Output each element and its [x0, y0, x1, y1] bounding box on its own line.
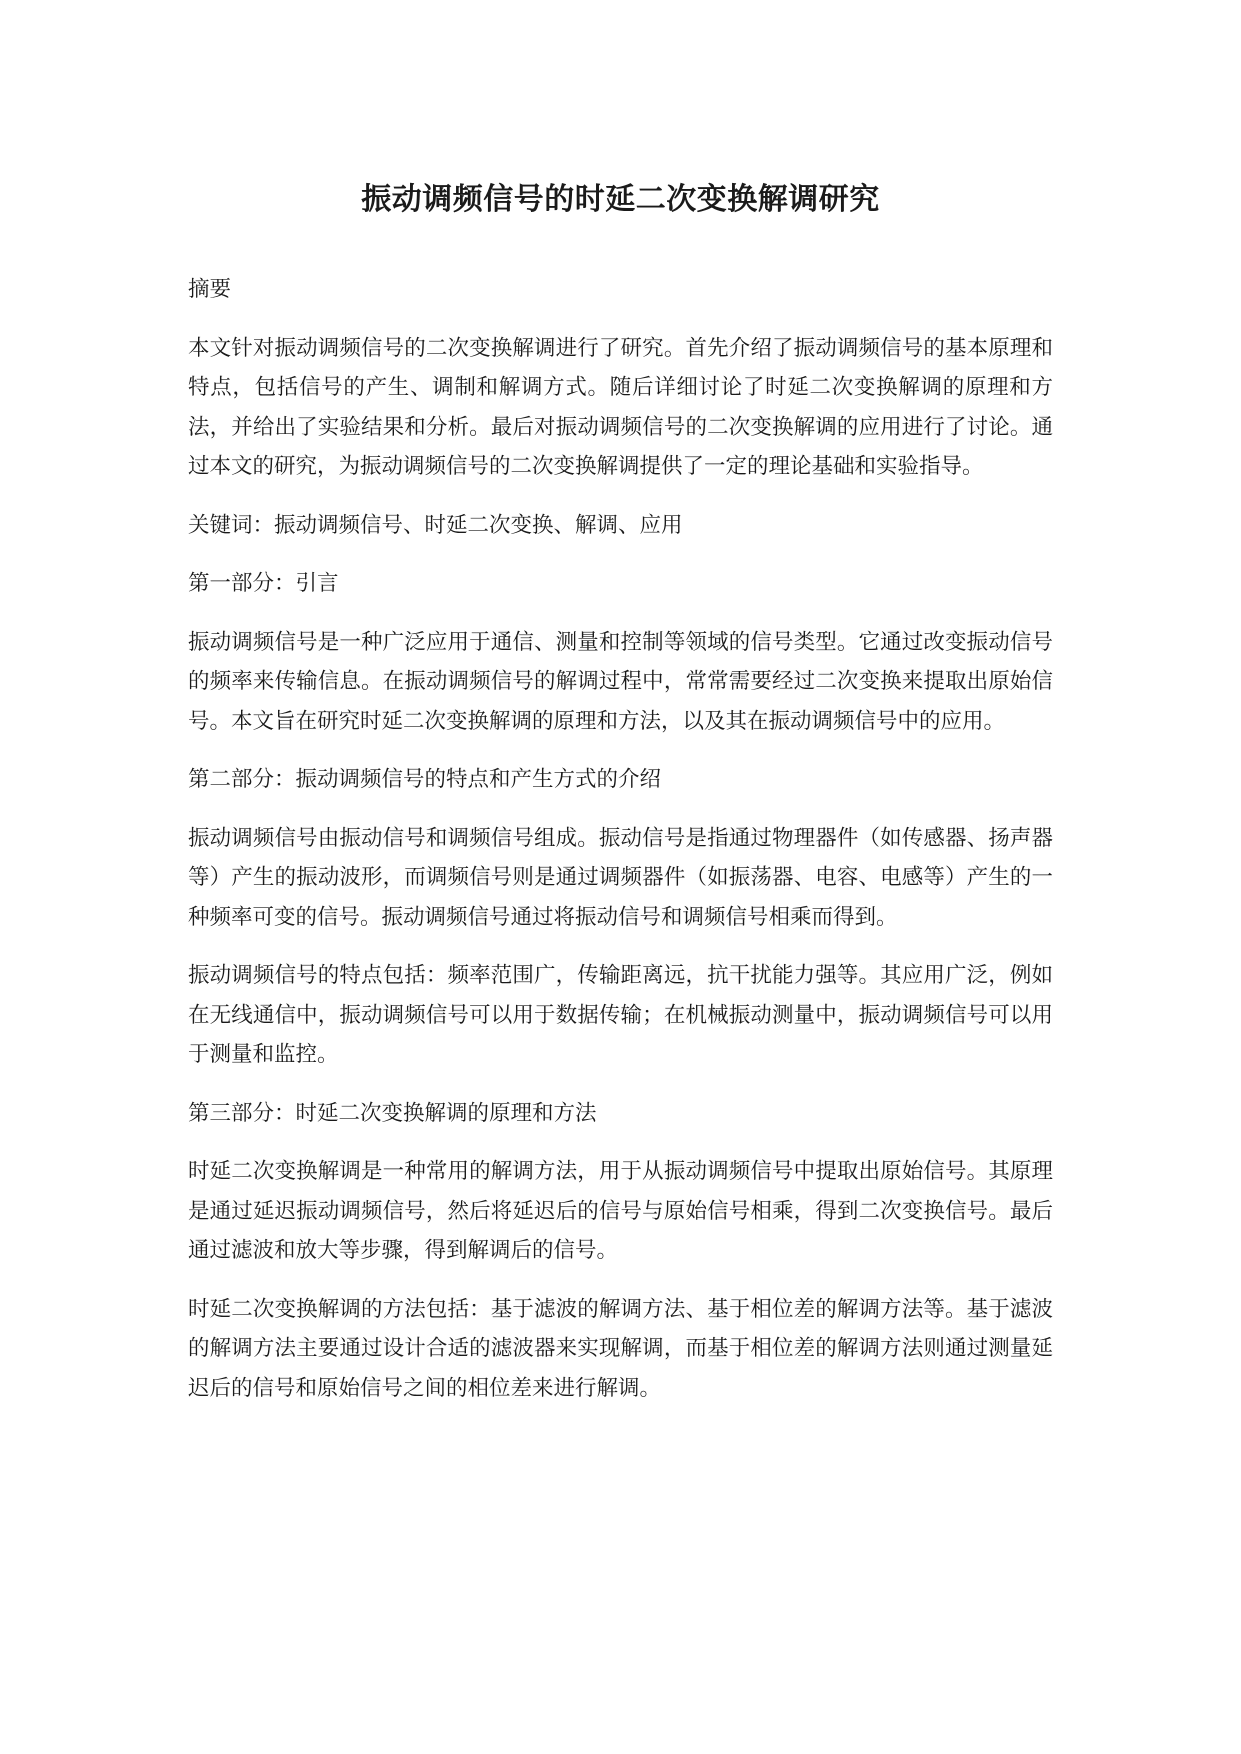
section-2-paragraph-1: 振动调频信号由振动信号和调频信号组成。振动信号是指通过物理器件（如传感器、扬声器等）产生的振动波形，而调频信号则是通过调频器件（如振荡器、电容、电感等）产生的一种频率可变的信号。振动调频信号通过将振动信号和调频信号相乘而得到。	[188, 825, 1053, 930]
keywords-line: 关键词：振动调频信号、时延二次变换、解调、应用	[188, 512, 683, 538]
section-2-paragraph-2: 振动调频信号的特点包括：频率范围广，传输距离远，抗干扰能力强等。其应用广泛，例如在无线通信中，振动调频信号可以用于数据传输；在机械振动测量中，振动调频信号可以用于测量和监控。	[188, 963, 1053, 1067]
section-3-paragraph-2: 时延二次变换解调的方法包括：基于滤波的解调方法、基于相位差的解调方法等。基于滤波的解调方法主要通过设计合适的滤波器来实现解调，而基于相位差的解调方法则通过测量延迟后的信号和原始信号之间的相位差来进行解调。	[188, 1296, 1053, 1401]
document-title: 振动调频信号的时延二次变换解调研究	[361, 182, 880, 217]
document-body	[188, 270, 1053, 1408]
section-heading-2: 第二部分：振动调频信号的特点和产生方式的介绍	[188, 767, 662, 792]
section-heading-3: 第三部分：时延二次变换解调的原理和方法	[188, 1100, 597, 1126]
abstract-heading: 摘要	[188, 277, 232, 302]
section-1-paragraph: 振动调频信号是一种广泛应用于通信、测量和控制等领域的信号类型。它通过改变振动信号的频率来传输信息。在振动调频信号的解调过程中，常常需要经过二次变换来提取出原始信号。本文旨在研究时延二次变换解调的原理和方法，以及其在振动调频信号中的应用。	[188, 629, 1053, 734]
section-3-paragraph-1: 时延二次变换解调是一种常用的解调方法，用于从振动调频信号中提取出原始信号。其原理是通过延迟振动调频信号，然后将延迟后的信号与原始信号相乘，得到二次变换信号。最后通过滤波和放大等步骤，得到解调后的信号。	[188, 1159, 1053, 1263]
section-heading-1: 第一部分：引言	[188, 571, 339, 596]
abstract-paragraph: 本文针对振动调频信号的二次变换解调进行了研究。首先介绍了振动调频信号的基本原理和特点，包括信号的产生、调制和解调方式。随后详细讨论了时延二次变换解调的原理和方法，并给出了实验结果和分析。最后对振动调频信号的二次变换解调的应用进行了讨论。通过本文的研究，为振动调频信号的二次变换解调提供了一定的理论基础和实验指导。	[188, 335, 1053, 479]
